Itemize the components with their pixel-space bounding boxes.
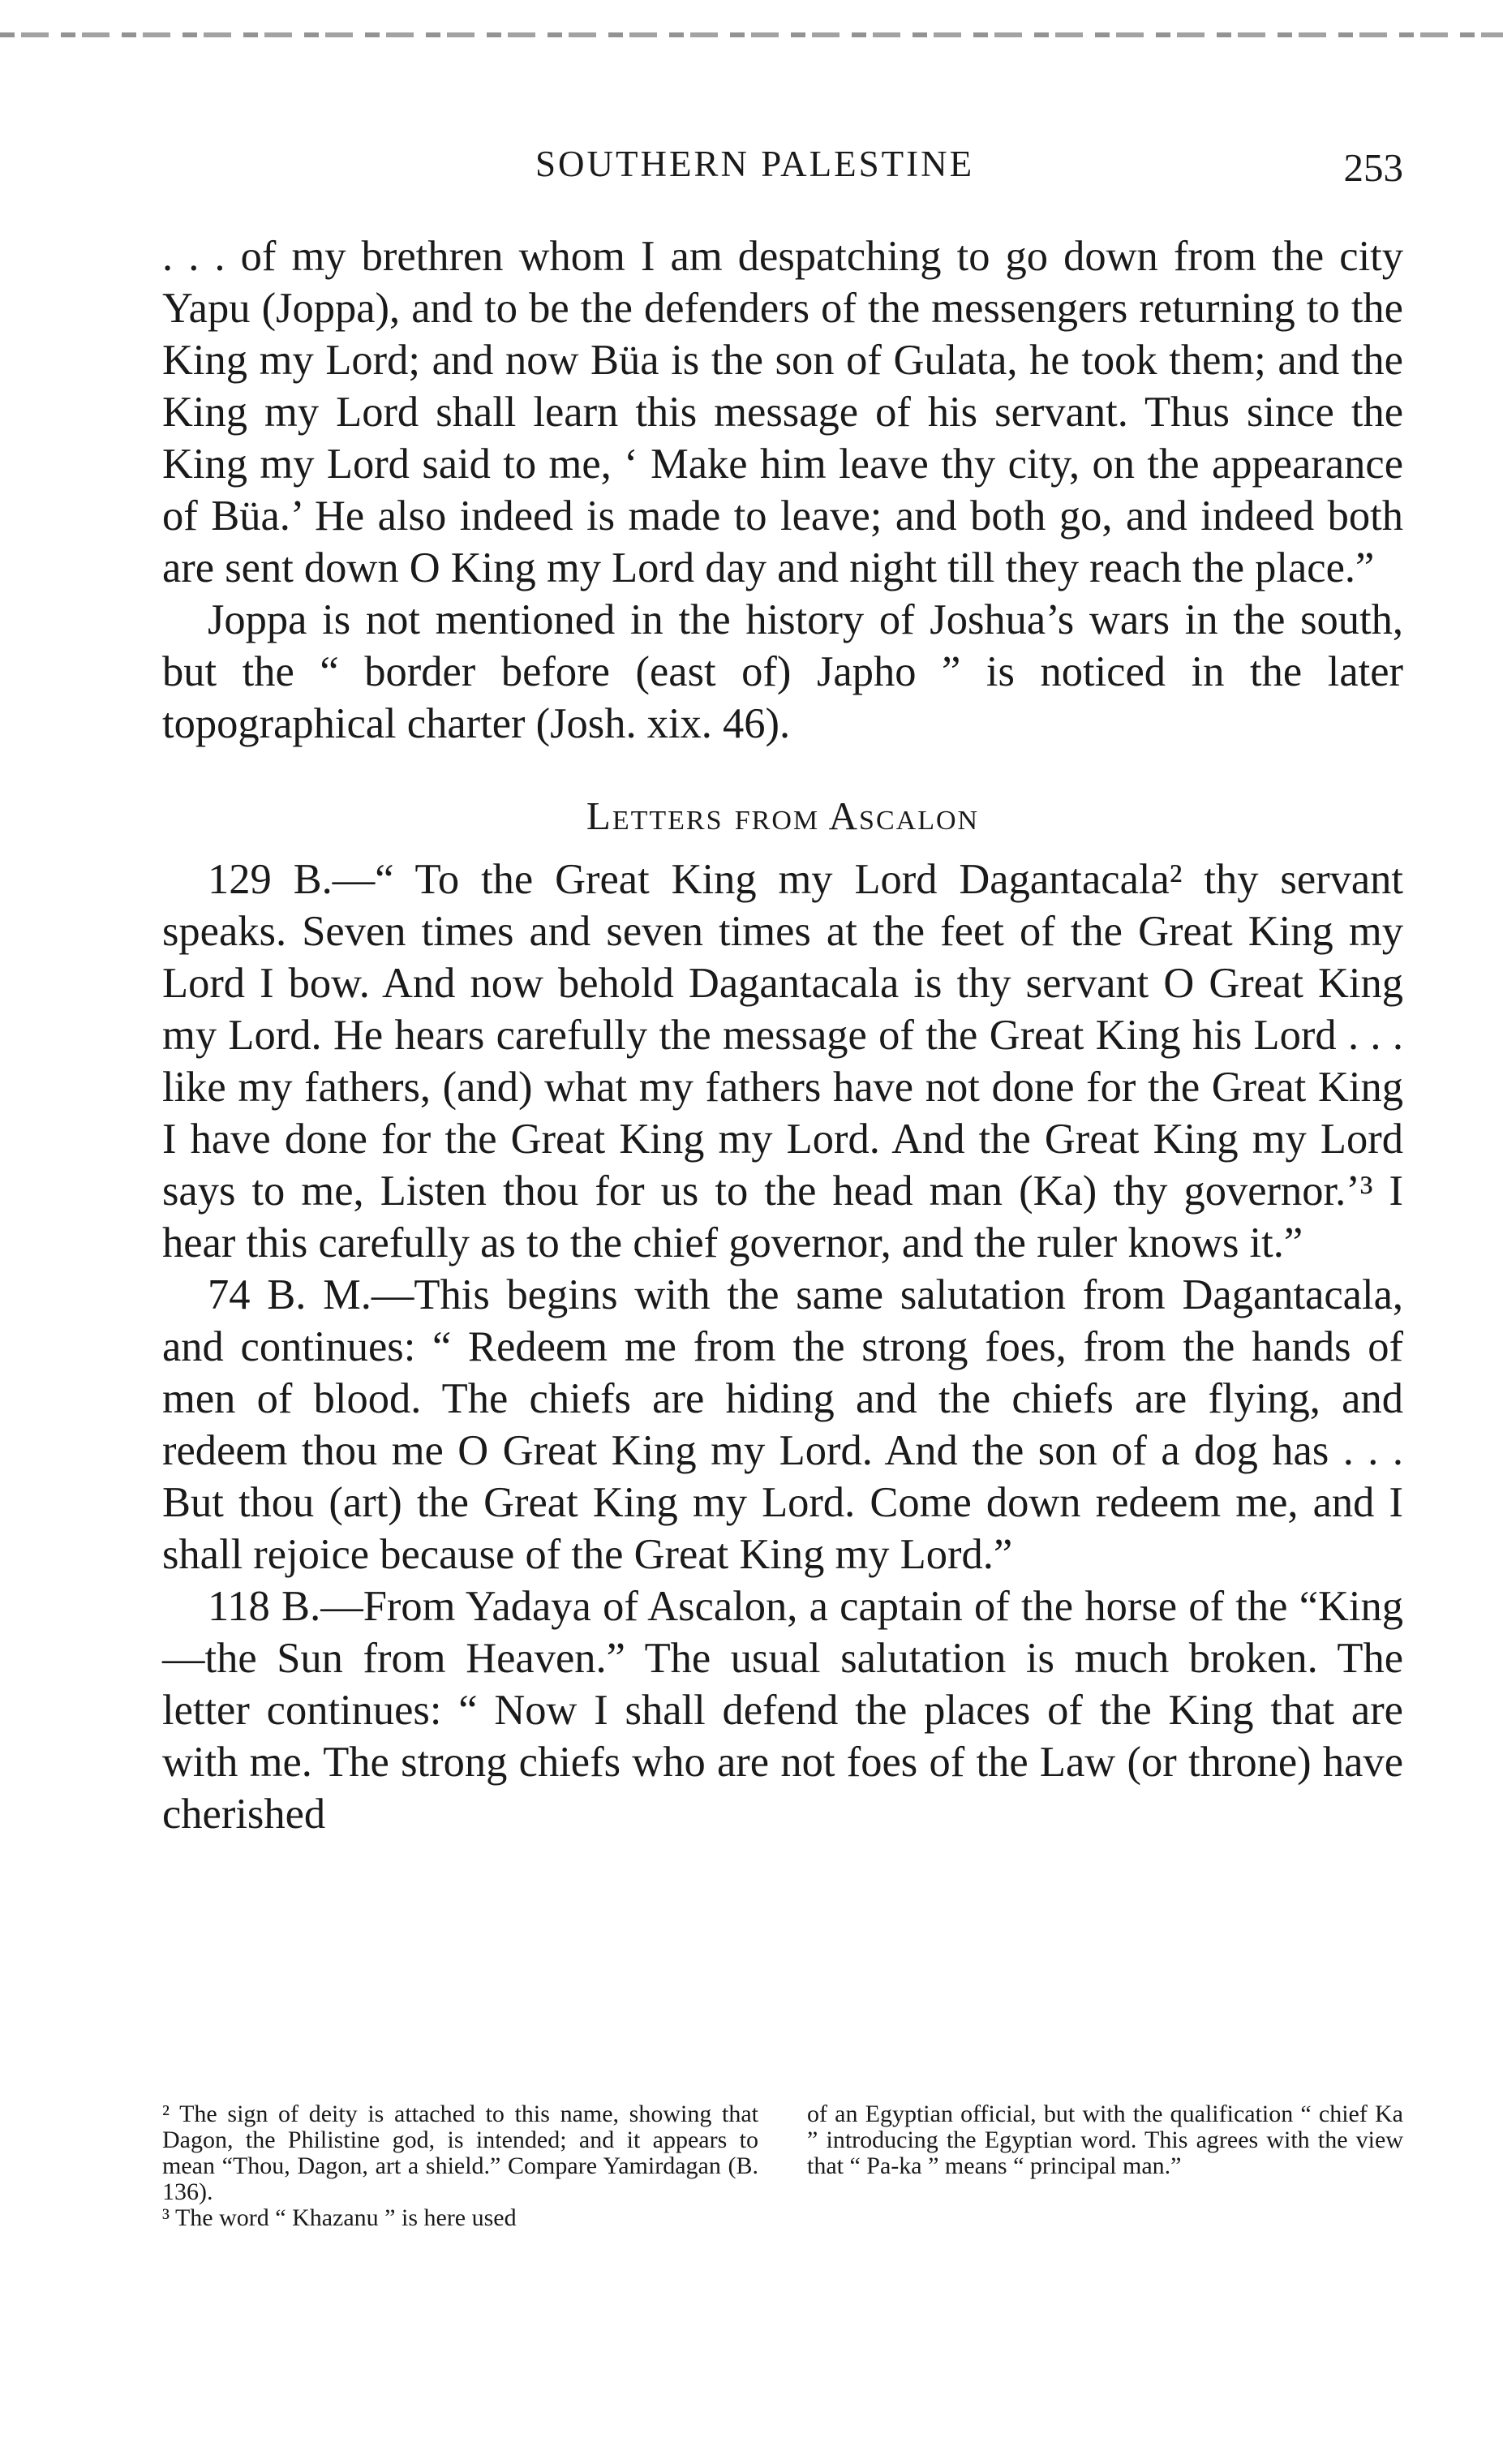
paragraph-joppa-note: Joppa is not mentioned in the history of Joshua’s wars in the south, but the “ border before (east of) Japho ” is noticed in the later topographical charter (Josh. xix. 46).: [162, 596, 1403, 747]
paragraph-letter-118b: 118 B.—From Yadaya of Ascalon, a captain of the horse of the “King—the Sun from Heaven.” The usual salutation is much broken. The letter continues: “ Now I shall defend the places of the King that are with me. The strong chiefs who are not foes of the Law (or throne) have cherished: [162, 1583, 1403, 1838]
page-number: 253: [1343, 145, 1403, 190]
footnote-3-continued: of an Egyptian official, but with the qualification “ chief Ka ” introducing the Egyptian word. This agrees with the view that “ Pa-ka ” means “ principal man.”: [807, 2101, 1403, 2179]
scan-border-artifact: [0, 32, 1503, 37]
running-head: [162, 143, 1403, 191]
footnote-2: ² The sign of deity is attached to this name, showing that Dagon, the Philistine god, is intended; and it appears to mean “Thou, Dagon, art a shield.” Compare Yamirdagan (B. 136).: [162, 2101, 758, 2205]
footnote-3-start: ³ The word “ Khazanu ” is here used: [162, 2204, 517, 2231]
paragraph-joppa-letter: . . . of my brethren whom I am despatching to go down from the city Yapu (Joppa), and to be the defenders of the messengers returning to the King my Lord; and now Büa is the son of Gulata, he took them; and the King my Lord shall learn this message of his servant. Thus since the King my Lord said to me, ‘ Make him leave thy city, on the appearance of Büa.’ He also indeed is made to leave; and both go, and indeed both are sent down O King my Lord day and night till they reach the place.”: [162, 233, 1403, 591]
section-title: Letters from Ascalon: [586, 793, 980, 838]
running-title: SOUTHERN PALESTINE: [535, 144, 975, 184]
footnote-column-right: [807, 2101, 1403, 2231]
body-text: [162, 230, 1403, 1840]
footnotes: [162, 2101, 1403, 2231]
paragraph-letter-129b: 129 B.—“ To the Great King my Lord Dagantacala² thy servant speaks. Seven times and seven times at the feet of the Great King my Lord I bow. And now behold Dagantacala is thy servant O Great King my Lord. He hears carefully the message of the Great King his Lord . . . like my fathers, (and) what my fathers have not done for the Great King I have done for the Great King my Lord. And the Great King my Lord says to me, Listen thou for us to the head man (Ka) thy governor.’³ I hear this carefully as to the chief governor, and the ruler knows it.”: [162, 856, 1403, 1266]
paragraph-letter-74bm: 74 B. M.—This begins with the same salutation from Dagantacala, and continues: “ Redeem me from the strong foes, from the hands of men of blood. The chiefs are hiding and the chiefs are flying, and redeem thou me O Great King my Lord. And the son of a dog has . . . But thou (art) the Great King my Lord. Come down redeem me, and I shall rejoice because of the Great King my Lord.”: [162, 1271, 1403, 1578]
footnote-column-left: [162, 2101, 758, 2231]
